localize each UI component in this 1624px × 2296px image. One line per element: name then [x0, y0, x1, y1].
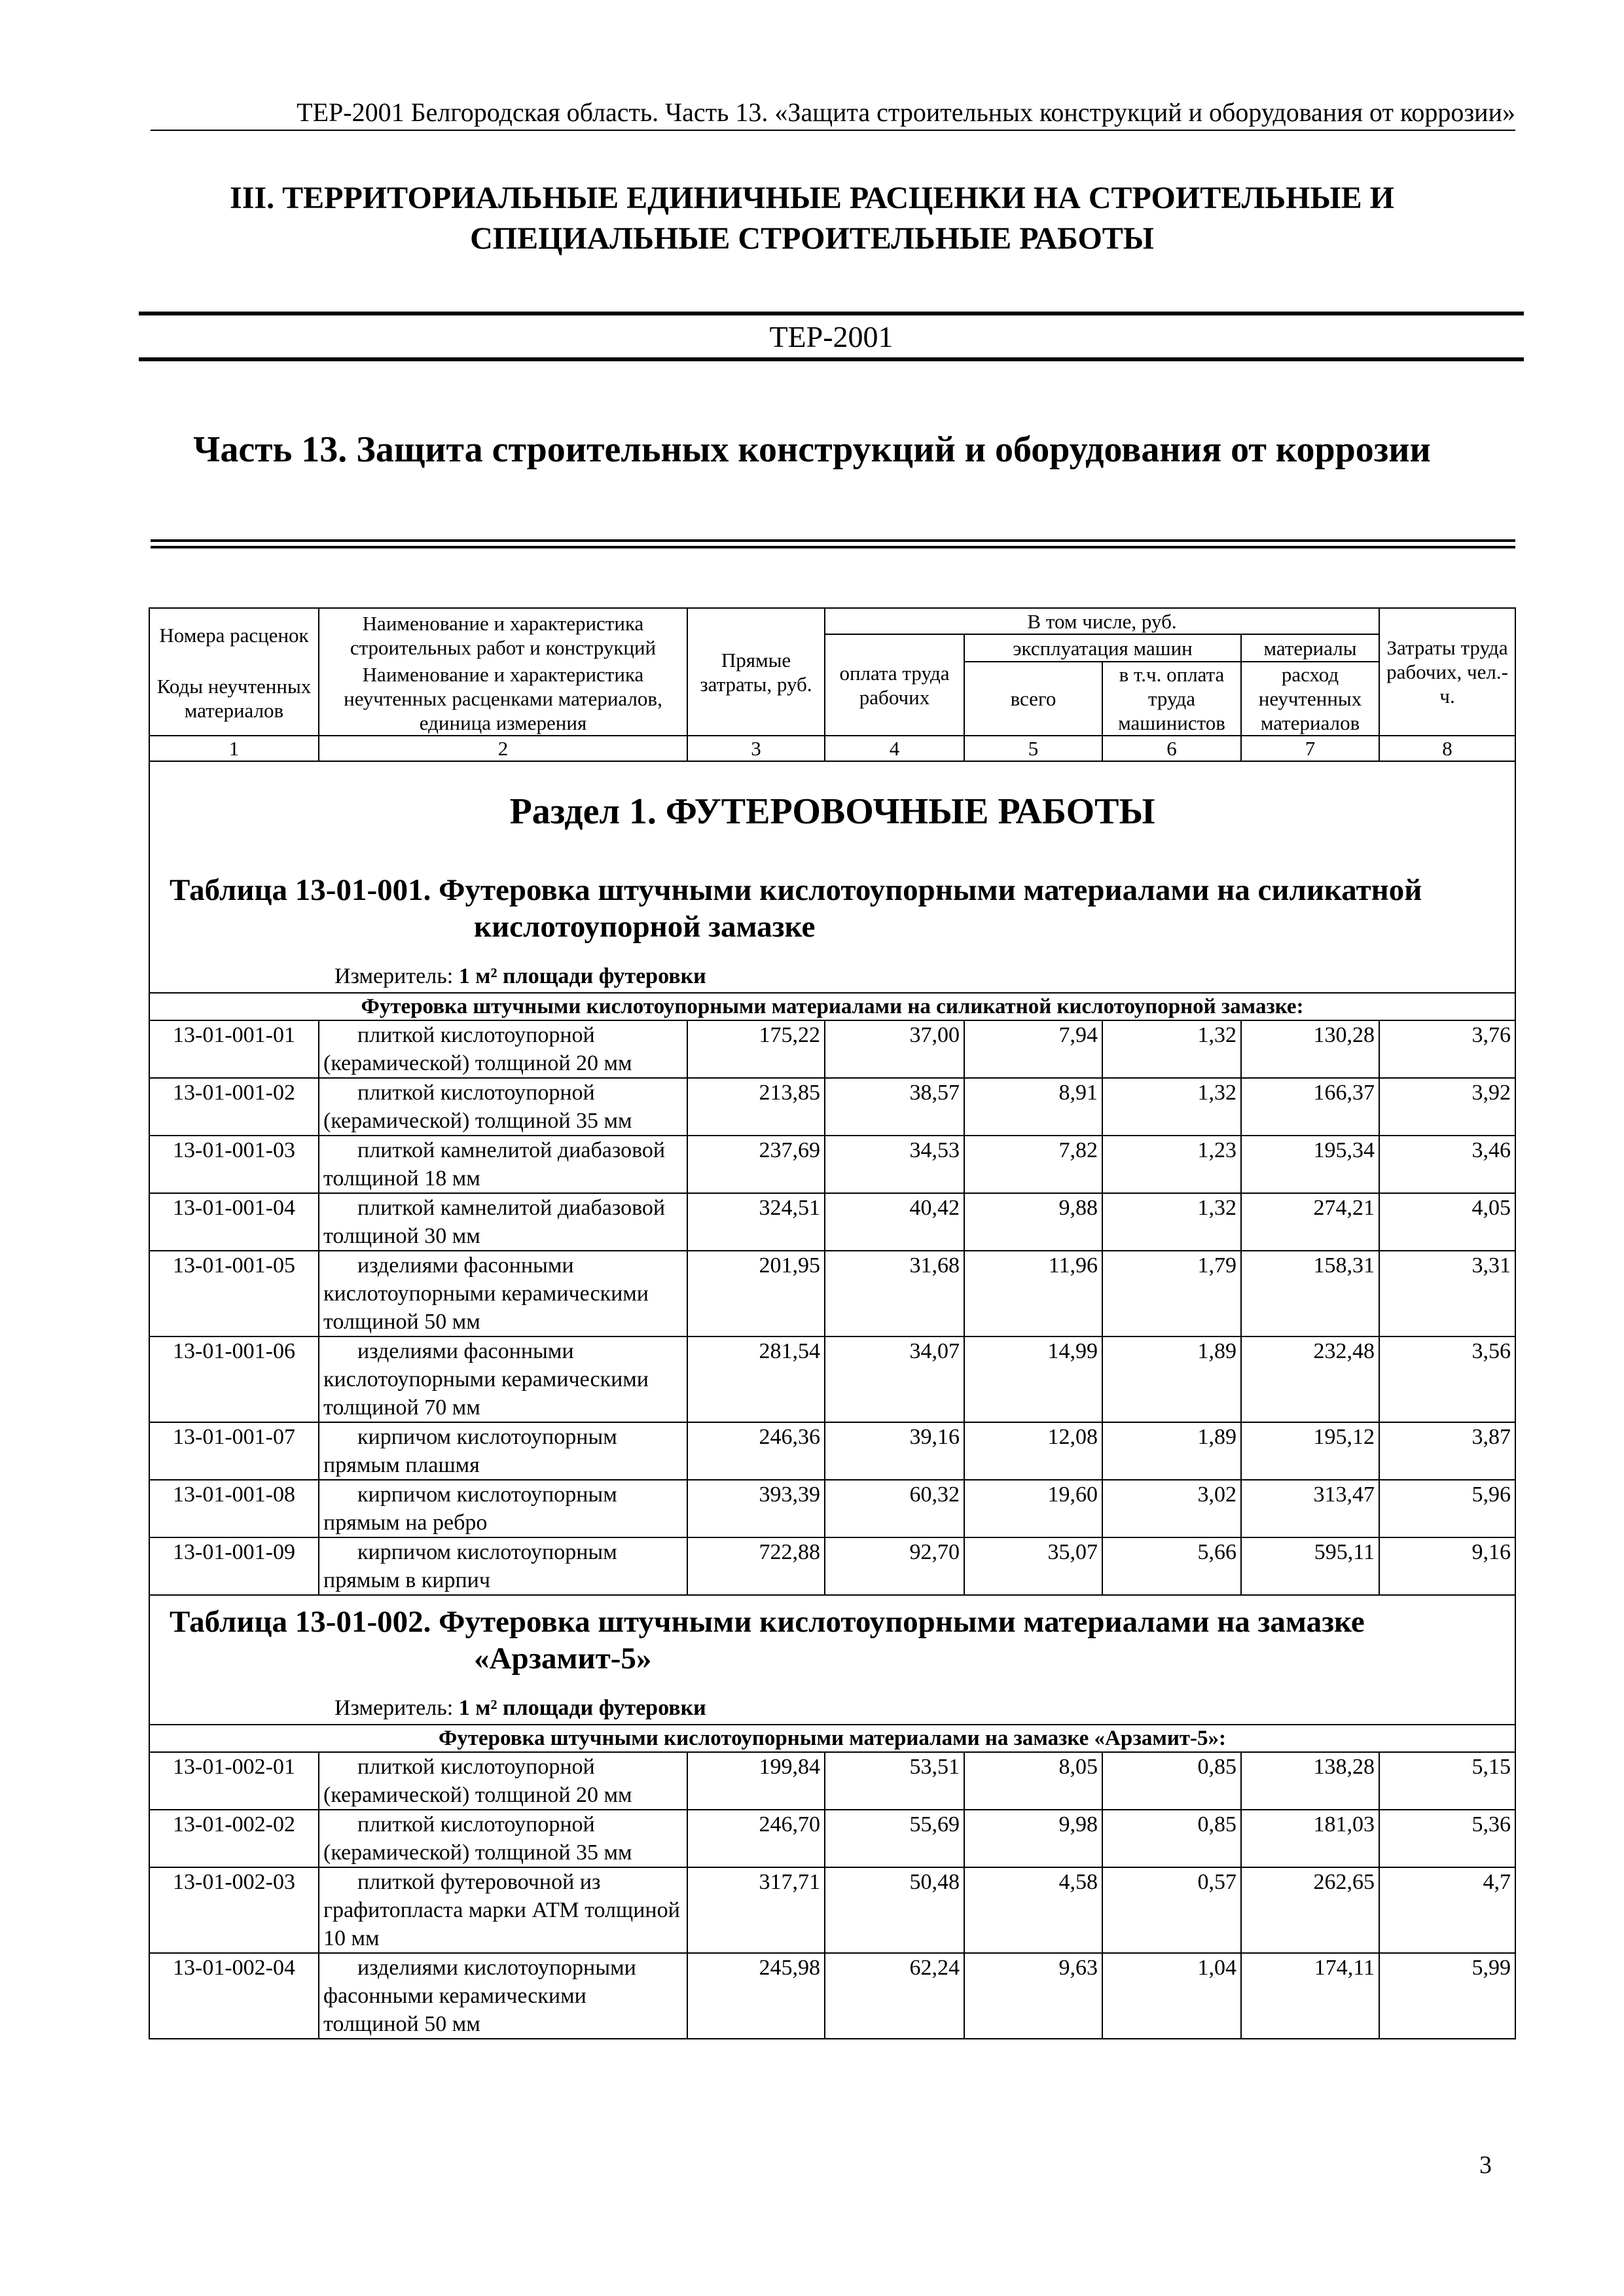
- work-description: плиткой кислотоупорной (керамической) толщиной 20 мм: [319, 1020, 687, 1078]
- labor-wages: 39,16: [825, 1422, 964, 1480]
- header-col4: оплата труда рабочих: [825, 634, 964, 736]
- table-row: [149, 1953, 1515, 2039]
- direct-costs: 237,69: [687, 1136, 825, 1193]
- group-heading: Футеровка штучными кислотоупорными материалами на замазке «Арзамит-5»:: [149, 1725, 1515, 1752]
- direct-costs: 213,85: [687, 1078, 825, 1136]
- machinist-wages: 1,32: [1102, 1193, 1241, 1251]
- labor-wages: 31,68: [825, 1251, 964, 1336]
- column-numbers-row: [149, 736, 1515, 761]
- header-machines: эксплуатация машин: [964, 634, 1241, 662]
- labor-hours: 3,87: [1379, 1422, 1515, 1480]
- header-col2-bottom: Наименование и характеристика неучтенных расценками материалов, единица измерения: [319, 662, 687, 736]
- labor-wages: 50,48: [825, 1867, 964, 1953]
- work-description: плиткой камнелитой диабазовой толщиной 18 мм: [319, 1136, 687, 1193]
- col-number: 6: [1102, 736, 1241, 761]
- table-title: [149, 864, 1515, 945]
- header-col3: Прямые затраты, руб.: [687, 608, 825, 736]
- rate-code: 13-01-002-03: [149, 1867, 319, 1953]
- col-number: 7: [1241, 736, 1379, 761]
- main-title: [131, 178, 1493, 259]
- direct-costs: 393,39: [687, 1480, 825, 1537]
- col-number: 4: [825, 736, 964, 761]
- machinist-wages: 0,85: [1102, 1752, 1241, 1810]
- rate-code: 13-01-001-04: [149, 1193, 319, 1251]
- machinist-wages: 1,32: [1102, 1020, 1241, 1078]
- page-number: 3: [1479, 2151, 1492, 2179]
- work-description: кирпичом кислотоупорным прямым в кирпич: [319, 1537, 687, 1595]
- machine-costs: 4,58: [964, 1867, 1102, 1953]
- direct-costs: 722,88: [687, 1537, 825, 1595]
- table-row: [149, 1193, 1515, 1251]
- table-header: [149, 608, 1515, 761]
- labor-hours: 3,31: [1379, 1251, 1515, 1336]
- table-row: [149, 1136, 1515, 1193]
- table-row: [149, 1480, 1515, 1537]
- part-rule-1: [151, 539, 1515, 542]
- materials-costs: 313,47: [1241, 1480, 1379, 1537]
- header-rule: [151, 130, 1515, 131]
- running-header: ТЕР-2001 Белгородская область. Часть 13. «Защита строительных конструкций и оборудования от коррозии»: [297, 98, 1515, 127]
- table-title: [149, 1595, 1515, 1677]
- table-title-text: Таблица 13-01-002. Футеровка штучными кислотоупорными материалами на замазке «Арзамит-5»: [170, 1605, 1365, 1676]
- direct-costs: 246,70: [687, 1810, 825, 1867]
- col-number: 2: [319, 736, 687, 761]
- machine-costs: 9,63: [964, 1953, 1102, 2039]
- labor-hours: 5,15: [1379, 1752, 1515, 1810]
- direct-costs: 246,36: [687, 1422, 825, 1480]
- direct-costs: 175,22: [687, 1020, 825, 1078]
- machinist-wages: 5,66: [1102, 1537, 1241, 1595]
- ter-label: ТЕР-2001: [769, 320, 893, 353]
- header-col5: всего: [964, 662, 1102, 736]
- rate-code: 13-01-002-04: [149, 1953, 319, 2039]
- materials-costs: 158,31: [1241, 1251, 1379, 1336]
- labor-wages: 53,51: [825, 1752, 964, 1810]
- main-title-line-1: III. ТЕРРИТОРИАЛЬНЫЕ ЕДИНИЧНЫЕ РАСЦЕНКИ НА СТРОИТЕЛЬНЫЕ И: [230, 181, 1394, 215]
- machine-costs: 9,88: [964, 1193, 1102, 1251]
- labor-hours: 9,16: [1379, 1537, 1515, 1595]
- machinist-wages: 1,23: [1102, 1136, 1241, 1193]
- materials-costs: 195,34: [1241, 1136, 1379, 1193]
- rates-table: [149, 607, 1516, 2039]
- labor-wages: 37,00: [825, 1020, 964, 1078]
- machinist-wages: 1,89: [1102, 1422, 1241, 1480]
- machinist-wages: 1,32: [1102, 1078, 1241, 1136]
- part-title: Часть 13. Защита строительных конструкций и оборудования от коррозии: [193, 429, 1431, 470]
- measure-value: 1 м² площади футеровки: [458, 964, 706, 988]
- rate-code: 13-01-002-01: [149, 1752, 319, 1810]
- machinist-wages: 0,85: [1102, 1810, 1241, 1867]
- col-number: 3: [687, 736, 825, 761]
- table-row: [149, 1422, 1515, 1480]
- rate-code: 13-01-001-03: [149, 1136, 319, 1193]
- main-title-line-2: СПЕЦИАЛЬНЫЕ СТРОИТЕЛЬНЫЕ РАБОТЫ: [470, 221, 1154, 256]
- table-row: [149, 1752, 1515, 1810]
- machinist-wages: 0,57: [1102, 1867, 1241, 1953]
- labor-wages: 92,70: [825, 1537, 964, 1595]
- direct-costs: 201,95: [687, 1251, 825, 1336]
- machinist-wages: 1,89: [1102, 1336, 1241, 1422]
- header-col7: расход неучтенных материалов: [1241, 662, 1379, 736]
- table-body: [149, 761, 1515, 2039]
- work-description: кирпичом кислотоупорным прямым на ребро: [319, 1480, 687, 1537]
- rate-code: 13-01-001-05: [149, 1251, 319, 1336]
- measure-line: [149, 960, 1515, 993]
- part-rule-2: [151, 546, 1515, 548]
- materials-costs: 195,12: [1241, 1422, 1379, 1480]
- labor-hours: 5,99: [1379, 1953, 1515, 2039]
- labor-wages: 34,53: [825, 1136, 964, 1193]
- rate-code: 13-01-001-08: [149, 1480, 319, 1537]
- machine-costs: 7,82: [964, 1136, 1102, 1193]
- ter-rule-top: [139, 312, 1524, 315]
- direct-costs: 324,51: [687, 1193, 825, 1251]
- work-description: кирпичом кислотоупорным прямым плашмя: [319, 1422, 687, 1480]
- labor-hours: 3,46: [1379, 1136, 1515, 1193]
- col-number: 5: [964, 736, 1102, 761]
- rate-code: 13-01-001-06: [149, 1336, 319, 1422]
- table-row: [149, 1810, 1515, 1867]
- labor-wages: 60,32: [825, 1480, 964, 1537]
- col-number: 1: [149, 736, 319, 761]
- machinist-wages: 3,02: [1102, 1480, 1241, 1537]
- labor-wages: 55,69: [825, 1810, 964, 1867]
- materials-costs: 166,37: [1241, 1078, 1379, 1136]
- materials-costs: 130,28: [1241, 1020, 1379, 1078]
- materials-costs: 262,65: [1241, 1867, 1379, 1953]
- spacer: [149, 945, 1515, 960]
- rate-code: 13-01-001-09: [149, 1537, 319, 1595]
- work-description: изделиями фасонными кислотоупорными керамическими толщиной 70 мм: [319, 1336, 687, 1422]
- machine-costs: 14,99: [964, 1336, 1102, 1422]
- labor-hours: 3,56: [1379, 1336, 1515, 1422]
- labor-hours: 3,76: [1379, 1020, 1515, 1078]
- labor-wages: 34,07: [825, 1336, 964, 1422]
- measure-line: [149, 1691, 1515, 1725]
- work-description: плиткой кислотоупорной (керамической) толщиной 35 мм: [319, 1810, 687, 1867]
- measure-label: Измеритель:: [334, 964, 454, 988]
- table-title-text: Таблица 13-01-001. Футеровка штучными кислотоупорными материалами на силикатной кислотоупорной замазке: [170, 873, 1422, 944]
- labor-hours: 4,05: [1379, 1193, 1515, 1251]
- header-col1-bottom: Коды неучтенных материалов: [149, 662, 319, 736]
- labor-hours: 4,7: [1379, 1867, 1515, 1953]
- table-row: [149, 1020, 1515, 1078]
- labor-hours: 5,36: [1379, 1810, 1515, 1867]
- work-description: плиткой футеровочной из графитопласта марки АТМ толщиной 10 мм: [319, 1867, 687, 1953]
- machinist-wages: 1,79: [1102, 1251, 1241, 1336]
- work-description: плиткой камнелитой диабазовой толщиной 30 мм: [319, 1193, 687, 1251]
- direct-costs: 199,84: [687, 1752, 825, 1810]
- measure-label: Измеритель:: [334, 1696, 454, 1720]
- section-title: Раздел 1. ФУТЕРОВОЧНЫЕ РАБОТЫ: [149, 761, 1515, 864]
- work-description: изделиями кислотоупорными фасонными керамическими толщиной 50 мм: [319, 1953, 687, 2039]
- direct-costs: 245,98: [687, 1953, 825, 2039]
- table-row: [149, 1867, 1515, 1953]
- spacer: [149, 1677, 1515, 1691]
- rate-code: 13-01-001-01: [149, 1020, 319, 1078]
- header-col2-top: Наименование и характеристика строительных работ и конструкций: [319, 608, 687, 662]
- header-col8: Затраты труда рабочих, чел.-ч.: [1379, 608, 1515, 736]
- machine-costs: 11,96: [964, 1251, 1102, 1336]
- labor-wages: 62,24: [825, 1953, 964, 2039]
- machine-costs: 9,98: [964, 1810, 1102, 1867]
- labor-hours: 3,92: [1379, 1078, 1515, 1136]
- header-col6: в т.ч. оплата труда машинистов: [1102, 662, 1241, 736]
- machinist-wages: 1,04: [1102, 1953, 1241, 2039]
- header-materials: материалы: [1241, 634, 1379, 662]
- group-heading: Футеровка штучными кислотоупорными материалами на силикатной кислотоупорной замазке:: [149, 993, 1515, 1020]
- table-row: [149, 1336, 1515, 1422]
- materials-costs: 181,03: [1241, 1810, 1379, 1867]
- materials-costs: 138,28: [1241, 1752, 1379, 1810]
- machine-costs: 12,08: [964, 1422, 1102, 1480]
- labor-wages: 40,42: [825, 1193, 964, 1251]
- col-number: 8: [1379, 736, 1515, 761]
- rate-code: 13-01-001-07: [149, 1422, 319, 1480]
- header-col1-top: Номера расценок: [149, 608, 319, 662]
- materials-costs: 274,21: [1241, 1193, 1379, 1251]
- materials-costs: 232,48: [1241, 1336, 1379, 1422]
- table-row: [149, 1251, 1515, 1336]
- table-row: [149, 1078, 1515, 1136]
- direct-costs: 317,71: [687, 1867, 825, 1953]
- work-description: плиткой кислотоупорной (керамической) толщиной 20 мм: [319, 1752, 687, 1810]
- work-description: изделиями фасонными кислотоупорными керамическими толщиной 50 мм: [319, 1251, 687, 1336]
- measure-value: 1 м² площади футеровки: [458, 1696, 706, 1720]
- machine-costs: 7,94: [964, 1020, 1102, 1078]
- labor-wages: 38,57: [825, 1078, 964, 1136]
- machine-costs: 19,60: [964, 1480, 1102, 1537]
- materials-costs: 595,11: [1241, 1537, 1379, 1595]
- machine-costs: 8,91: [964, 1078, 1102, 1136]
- direct-costs: 281,54: [687, 1336, 825, 1422]
- machine-costs: 8,05: [964, 1752, 1102, 1810]
- rate-code: 13-01-002-02: [149, 1810, 319, 1867]
- labor-hours: 5,96: [1379, 1480, 1515, 1537]
- work-description: плиткой кислотоупорной (керамической) толщиной 35 мм: [319, 1078, 687, 1136]
- ter-rule-bottom: [139, 357, 1524, 361]
- materials-costs: 174,11: [1241, 1953, 1379, 2039]
- rate-code: 13-01-001-02: [149, 1078, 319, 1136]
- table-row: [149, 1537, 1515, 1595]
- machine-costs: 35,07: [964, 1537, 1102, 1595]
- header-incl: В том числе, руб.: [825, 608, 1379, 634]
